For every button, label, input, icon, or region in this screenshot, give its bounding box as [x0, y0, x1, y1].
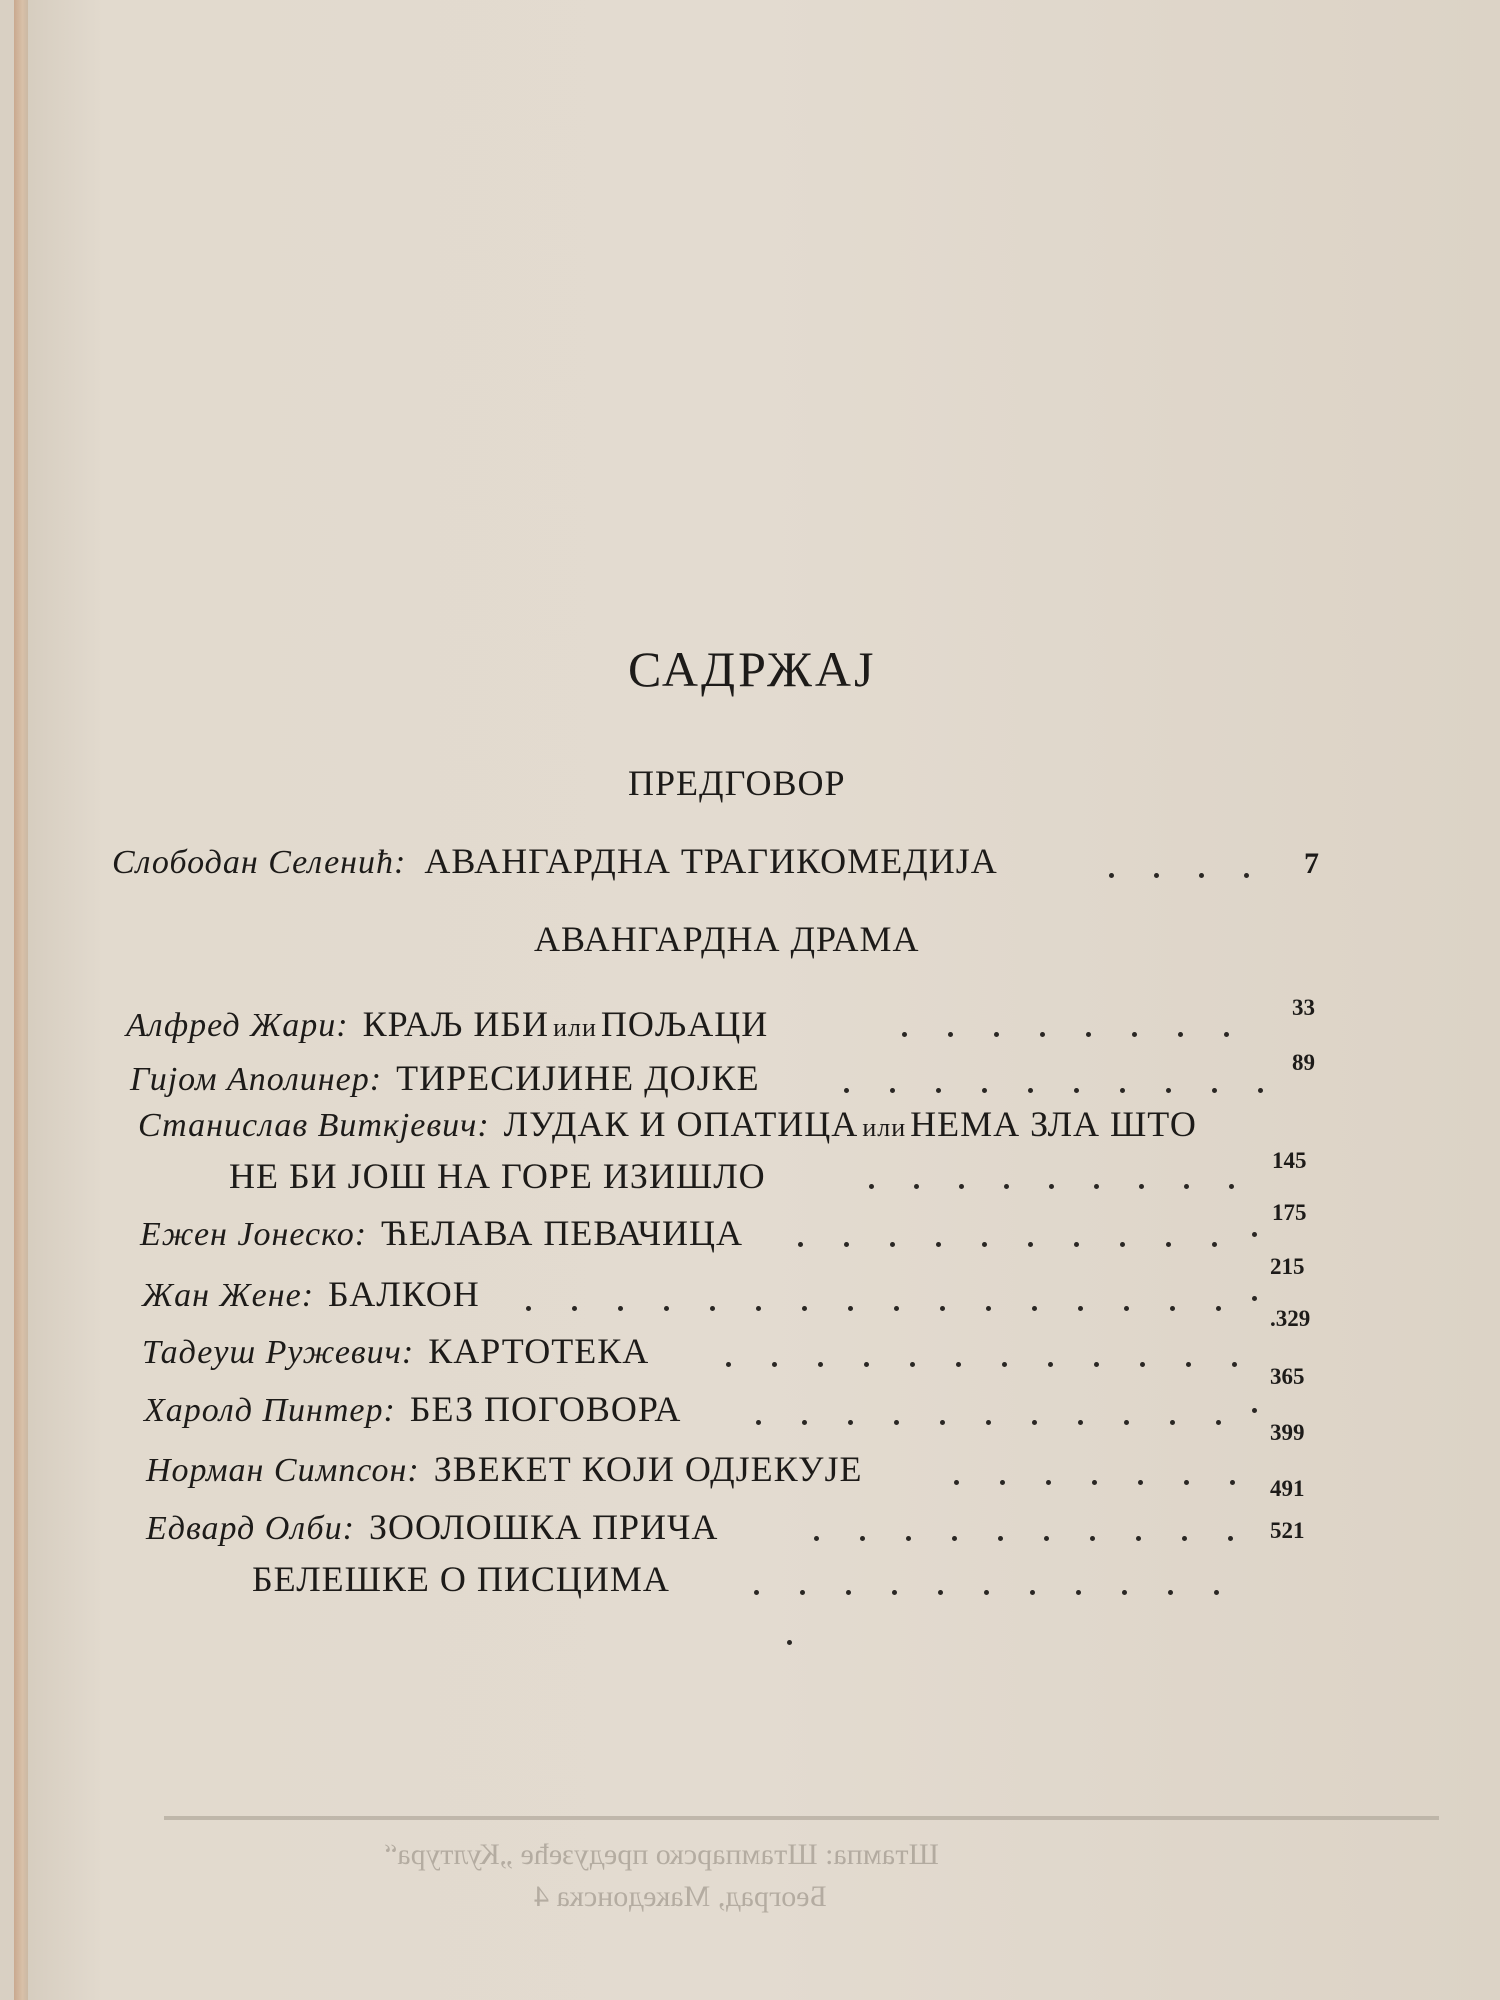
leader-dot [940, 1306, 945, 1311]
leader-dot [802, 1420, 807, 1425]
leader-dot [936, 1088, 941, 1093]
leader-dot [526, 1306, 531, 1311]
leader-dot [890, 1242, 895, 1247]
page-title: САДРЖАЈ [628, 641, 877, 697]
toc-entry [144, 1388, 681, 1430]
bleed-through-imprint: Београд, Македонска 4 [534, 1880, 827, 1913]
leader-dot [1120, 1242, 1125, 1247]
entry-title: ЋЕЛАВА ПЕВАЧИЦА [381, 1213, 744, 1253]
page-number: 521 [1270, 1518, 1305, 1543]
leader-dot [1244, 873, 1249, 878]
page-number: .329 [1270, 1306, 1311, 1331]
leader-dot [1216, 1306, 1221, 1311]
leader-dot [1166, 1088, 1171, 1093]
leader-dot [1049, 1184, 1054, 1189]
leader-dot [936, 1242, 941, 1247]
leader-dot [910, 1362, 915, 1367]
entry-author: Норман Симпсон: [146, 1452, 420, 1489]
leader-dot [572, 1306, 577, 1311]
leader-dot [1138, 1480, 1143, 1485]
leader-dot [1184, 1184, 1189, 1189]
leader-dot [1004, 1184, 1009, 1189]
entry-title: ЗООЛОШКА ПРИЧА [368, 1507, 719, 1547]
entry-author: Жан Жене: [142, 1277, 315, 1314]
leader-dot [1170, 1420, 1175, 1425]
leader-dot [1139, 1184, 1144, 1189]
leader-dot [844, 1088, 849, 1093]
page-number: 399 [1270, 1420, 1305, 1445]
book-page [14, 0, 1500, 2000]
leader-dot [846, 1590, 851, 1595]
leader-dot [818, 1362, 823, 1367]
leader-dot [892, 1590, 897, 1595]
toc-entry [146, 1506, 718, 1548]
leader-dot [1170, 1306, 1175, 1311]
leader-dot [1168, 1590, 1173, 1595]
leader-dot [1228, 1536, 1233, 1541]
entry-conjunction: или [862, 1113, 907, 1142]
entry-title: ЛУДАК И ОПАТИЦА [503, 1104, 859, 1144]
leader-dot [869, 1184, 874, 1189]
entry-author: Слободан Селенић: [112, 844, 407, 881]
leader-dot [890, 1088, 895, 1093]
leader-dot [1094, 1184, 1099, 1189]
leader-dot [914, 1184, 919, 1189]
leader-dot [956, 1362, 961, 1367]
entry-title-continued: НЕ БИ ЈОШ НА ГОРЕ ИЗИШЛО [229, 1156, 766, 1196]
page-number: 215 [1270, 1254, 1305, 1279]
leader-dot [1252, 1296, 1257, 1301]
leader-dot [1120, 1088, 1125, 1093]
leader-dot [1028, 1088, 1033, 1093]
entry-title: БАЛКОН [328, 1274, 480, 1314]
leader-dot [1229, 1184, 1234, 1189]
leader-dot [798, 1242, 803, 1247]
leader-dot [1214, 1590, 1219, 1595]
leader-dot [1078, 1420, 1083, 1425]
entry-author: Тадеуш Ружевич: [142, 1334, 415, 1371]
leader-dot [1132, 1032, 1137, 1037]
leader-dot [1140, 1362, 1145, 1367]
leader-dot [1182, 1536, 1187, 1541]
toc-entry [140, 1212, 743, 1254]
preface-entry [112, 840, 998, 882]
drama-heading: АВАНГАРДНА ДРАМА [534, 919, 920, 959]
page-number: 491 [1270, 1476, 1305, 1501]
preface-heading: ПРЕДГОВОР [628, 763, 846, 803]
leader-dot [948, 1032, 953, 1037]
entry-author: Едвард Олби: [146, 1510, 355, 1547]
leader-dot [1046, 1480, 1051, 1485]
divider [164, 1816, 1439, 1820]
toc-entry [126, 1003, 768, 1045]
leader-dot [1030, 1590, 1035, 1595]
leader-dot [954, 1480, 959, 1485]
entry-author: Гијом Аполинер: [130, 1061, 383, 1098]
leader-dot [1086, 1032, 1091, 1037]
entry-conjunction: или [553, 1013, 597, 1042]
leader-dot [772, 1362, 777, 1367]
leader-dot [894, 1306, 899, 1311]
leader-dot [1224, 1032, 1229, 1037]
leader-dot [664, 1306, 669, 1311]
leader-dot [1184, 1480, 1189, 1485]
leader-dot [1040, 1032, 1045, 1037]
leader-dot [1090, 1536, 1095, 1541]
page-number: 33 [1292, 995, 1315, 1020]
toc-entry [130, 1057, 760, 1099]
leader-dot [986, 1420, 991, 1425]
entry-author: Харолд Пинтер: [144, 1392, 396, 1429]
leader-dot [800, 1590, 805, 1595]
entry-title: ЗВЕКЕТ КОЈИ ОДЈЕКУЈЕ [433, 1449, 863, 1489]
leader-dot [1166, 1242, 1171, 1247]
leader-dot [1232, 1362, 1237, 1367]
leader-dot [756, 1306, 761, 1311]
page-edge [14, 0, 28, 2000]
leader-dot [1212, 1242, 1217, 1247]
leader-dot [848, 1420, 853, 1425]
toc-entry [138, 1103, 1197, 1145]
leader-dot [1122, 1590, 1127, 1595]
leader-dot [1136, 1536, 1141, 1541]
leader-dot [982, 1088, 987, 1093]
leader-dot [1212, 1088, 1217, 1093]
leader-dot [1074, 1242, 1079, 1247]
page-number: 89 [1292, 1050, 1315, 1075]
leader-dot [1178, 1032, 1183, 1037]
leader-dot [1074, 1088, 1079, 1093]
leader-dot [1032, 1306, 1037, 1311]
leader-dot [959, 1184, 964, 1189]
leader-dot [1199, 873, 1204, 878]
entry-title: БЕЗ ПОГОВОРА [409, 1389, 682, 1429]
page-number: 7 [1304, 847, 1319, 880]
toc-entry [146, 1448, 862, 1490]
bleed-through-imprint: Штампа: Штампарско предузеће „Култура“ [384, 1838, 939, 1871]
entry-author: Алфред Жари: [126, 1007, 349, 1044]
leader-dot [710, 1306, 715, 1311]
leader-dot [1124, 1420, 1129, 1425]
leader-dot [1078, 1306, 1083, 1311]
leader-dot [1154, 873, 1159, 878]
leader-dot [984, 1590, 989, 1595]
leader-dot [1124, 1306, 1129, 1311]
leader-dot [952, 1536, 957, 1541]
entry-title: КРАЉ ИБИ [362, 1004, 550, 1044]
leader-dot [1044, 1536, 1049, 1541]
leader-dot [1230, 1480, 1235, 1485]
leader-dot [1186, 1362, 1191, 1367]
leader-dot [848, 1306, 853, 1311]
entry-title: АВАНГАРДНА ТРАГИКОМЕДИЈА [424, 841, 998, 881]
leader-dot [726, 1362, 731, 1367]
entry-author: Ежен Јонеско: [140, 1216, 368, 1253]
leader-dot [998, 1536, 1003, 1541]
leader-dot [1002, 1362, 1007, 1367]
leader-dot [1094, 1362, 1099, 1367]
leader-dot [618, 1306, 623, 1311]
leader-dot [787, 1640, 792, 1645]
leader-dot [756, 1420, 761, 1425]
leader-dot [1109, 873, 1114, 878]
leader-dot [1032, 1420, 1037, 1425]
page-number: 145 [1272, 1148, 1307, 1173]
leader-dot [986, 1306, 991, 1311]
entry-author: Станислав Виткјевич: [138, 1107, 490, 1144]
leader-dot [1252, 1408, 1257, 1413]
leader-dot [802, 1306, 807, 1311]
entry-title: ТИРЕСИЈИНЕ ДОЈКЕ [396, 1058, 760, 1098]
leader-dot [1000, 1480, 1005, 1485]
leader-dot [1252, 1232, 1257, 1237]
leader-dot [994, 1032, 999, 1037]
leader-dot [982, 1242, 987, 1247]
toc-entry [142, 1330, 649, 1372]
leader-dot [940, 1420, 945, 1425]
leader-dot [1258, 1088, 1263, 1093]
leader-dot [844, 1242, 849, 1247]
leader-dot [1048, 1362, 1053, 1367]
leader-dot [938, 1590, 943, 1595]
leader-dot [1076, 1590, 1081, 1595]
page-number: 365 [1270, 1364, 1305, 1389]
leader-dot [1092, 1480, 1097, 1485]
entry-title: ПОЉАЦИ [600, 1004, 769, 1044]
leader-dot [1028, 1242, 1033, 1247]
leader-dot [902, 1032, 907, 1037]
toc-entry: БЕЛЕШКЕ О ПИСЦИМА [252, 1559, 670, 1599]
leader-dot [814, 1536, 819, 1541]
leader-dot [906, 1536, 911, 1541]
leader-dot [894, 1420, 899, 1425]
leader-dot [1216, 1420, 1221, 1425]
entry-title: НЕМА ЗЛА ШТО [910, 1104, 1197, 1144]
leader-dot [864, 1362, 869, 1367]
entry-title: КАРТОТЕКА [428, 1331, 650, 1371]
toc-entry [142, 1273, 480, 1315]
leader-dot [754, 1590, 759, 1595]
page-number: 175 [1272, 1200, 1307, 1225]
leader-dot [860, 1536, 865, 1541]
